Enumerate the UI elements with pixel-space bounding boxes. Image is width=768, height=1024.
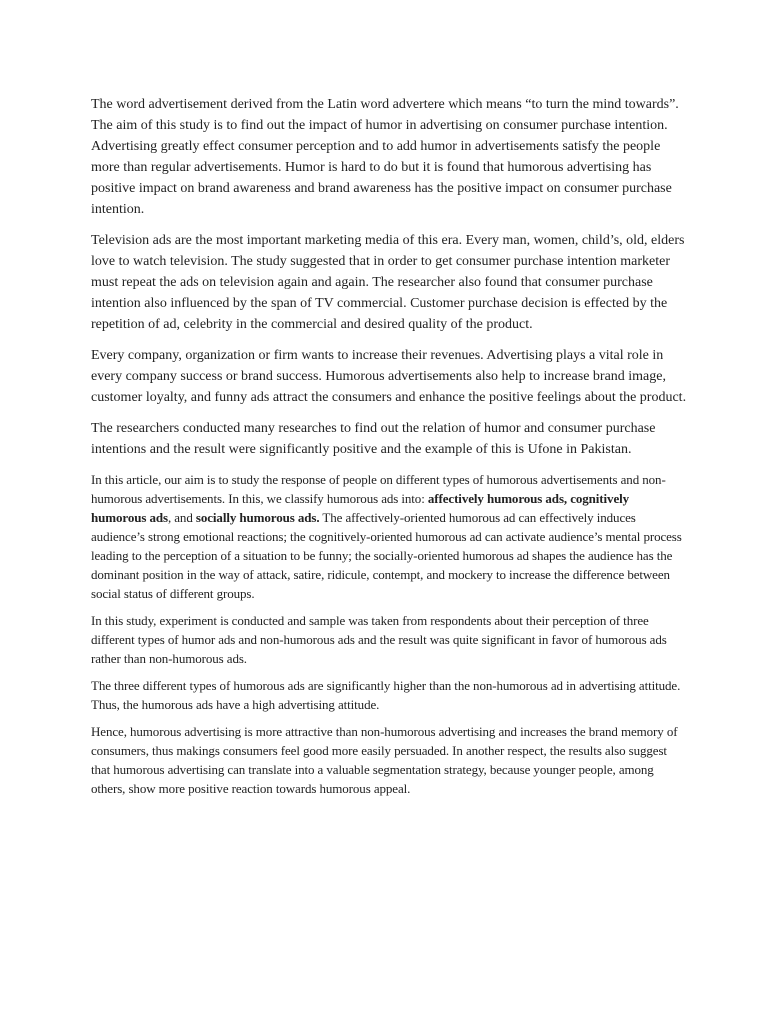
paragraph-television-ads: Television ads are the most important marketing media of this era. Every man, women, child’s, old, elders love to watch television. The study suggested that in order to get consumer purchase intention marketer must repeat the ads on television again and again. The researcher also found that consumer purchase intention also influenced by the span of TV commercial. Customer purchase decision is effected by the repetition of ad, celebrity in the commercial and desired quality of the product. bbox=[91, 233, 685, 332]
document-body bbox=[91, 94, 687, 806]
article-aim-rest: The affectively-oriented humorous ad can effectively induces audience’s strong emotional reactions; the cognitively-oriented humorous ad can activate audience’s mental process leading to the perception of a situation to be funny; the socially-oriented humorous ad shapes the audience has the dominant position in the way of attack, satire, ridicule, contempt, and mockery to increase the difference between social status of different groups. bbox=[91, 510, 682, 601]
paragraph-company-revenues: Every company, organization or firm wants to increase their revenues. Advertising plays a vital role in every company success or brand success. Humorous advertisements also help to increase brand image, customer loyalty, and funny ads attract the consumers and enhance the positive feelings about the product. bbox=[91, 348, 687, 405]
article-aim-bold-social: socially humorous ads. bbox=[195, 510, 320, 525]
paragraph-experiment: In this study, experiment is conducted and sample was taken from respondents about their perception of three different types of humor ads and non-humorous ads and the result was quite significant in favor of humorous ads rather than non-humorous ads. bbox=[91, 613, 667, 666]
paragraph-article-aim bbox=[91, 470, 687, 603]
paragraph-word-origin: The word advertisement derived from the Latin word advertere which means “to turn the mind towards”. The aim of this study is to find out the impact of humor in advertising on consumer purchase intention. Advertising greatly effect consumer perception and to add humor in advertisements satisfy the people more than regular advertisements. Humor is hard to do but it is found that humorous advertising has positive impact on brand awareness and brand awareness has the positive impact on consumer purchase intention. bbox=[91, 97, 679, 217]
paragraph-three-types: The three different types of humorous ads are significantly higher than the non-humorous ad in advertising attitude. Thus, the humorous ads have a high advertising attitude. bbox=[91, 678, 681, 712]
article-aim-separator: , and bbox=[167, 510, 196, 525]
article-aim-bold-types: affectively humorous ads, cognitively humorous ads bbox=[91, 491, 630, 525]
paragraph-conclusion: Hence, humorous advertising is more attractive than non-humorous advertising and increases the brand memory of consumers, thus makings consumers feel good more easily persuaded. In another respect, the results also suggest that humorous advertising can translate into a valuable segmentation strategy, because younger people, among others, show more positive reaction towards humorous appeal. bbox=[91, 724, 678, 796]
paragraph-researchers: The researchers conducted many researches to find out the relation of humor and consumer purchase intentions and the result were significantly positive and the example of this is Ufone in Pakistan. bbox=[91, 421, 656, 457]
article-aim-intro: In this article, our aim is to study the response of people on different types of humorous advertisements and non-humorous advertisements. In this, we classify humorous ads into: bbox=[91, 472, 666, 506]
